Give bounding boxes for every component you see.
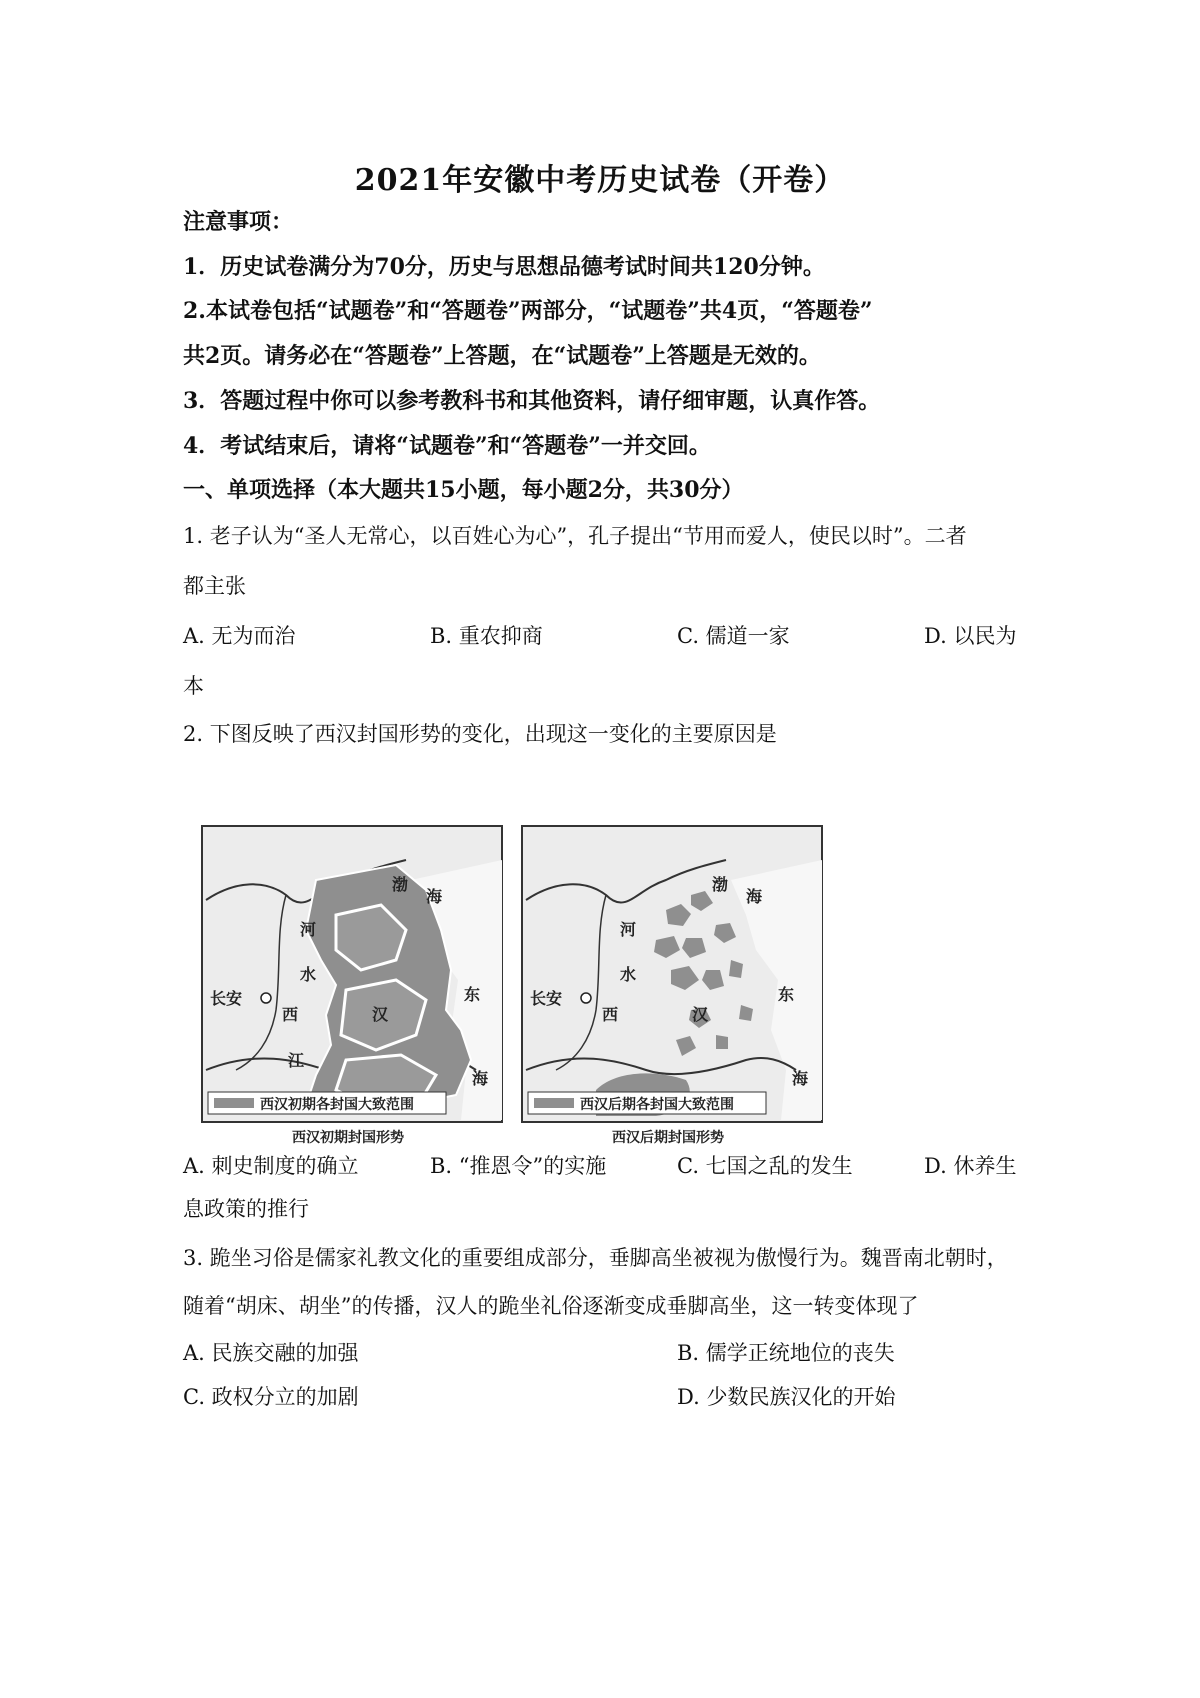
q2-option-d: D. 休养生 <box>924 1154 1017 1178</box>
q3-option-b: B. 儒学正统地位的丧失 <box>677 1341 895 1365</box>
caption-early: 西汉初期封国形势 <box>292 1130 404 1146</box>
legend-late: 西汉后期各封国大致范围 <box>580 1097 734 1113</box>
q2-stem: 2. 下图反映了西汉封国形势的变化，出现这一变化的主要原因是 <box>183 722 777 746</box>
label-changan: 长安 <box>210 989 243 1008</box>
q1-stem: 1. 老子认为“圣人无常心，以百姓心为心”，孔子提出“节用而爱人，使民以时”。二者 <box>183 524 967 548</box>
label-han: 汉 <box>372 1005 389 1024</box>
map-late-western-han <box>522 826 822 1146</box>
western-han-maps <box>196 820 886 1190</box>
q2-option-a: A. 刺史制度的确立 <box>183 1154 359 1178</box>
notice-item-2-cont: 共2页。请务必在“答题卷”上答题，在“试题卷”上答题是无效的。 <box>183 343 821 369</box>
q3-stem: 3. 跪坐习俗是儒家礼教文化的重要组成部分，垂脚高坐被视为傲慢行为。魏晋南北朝时， <box>183 1246 1008 1270</box>
label-shui: 水 <box>620 965 637 984</box>
label-bo: 渤 <box>712 875 729 894</box>
label-hai-2: 海 <box>472 1069 489 1088</box>
q1-option-d: D. 以民为 <box>924 624 1017 648</box>
q3-stem-cont: 随着“胡床、胡坐”的传播，汉人的跪坐礼俗逐渐变成垂脚高坐，这一转变体现了 <box>183 1294 919 1318</box>
q1-option-b: B. 重农抑商 <box>430 624 543 648</box>
label-hai: 海 <box>426 887 443 906</box>
notice-item-4: 4．考试结束后，请将“试题卷”和“答题卷”一并交回。 <box>183 433 711 459</box>
q1-stem-cont: 都主张 <box>183 574 246 598</box>
label-he: 河 <box>300 920 317 939</box>
label-xi: 西 <box>282 1005 299 1024</box>
section-heading: 一、单项选择（本大题共15小题，每小题2分，共30分） <box>183 477 744 503</box>
notice-heading: 注意事项： <box>183 209 294 235</box>
q3-option-d: D. 少数民族汉化的开始 <box>677 1385 896 1409</box>
notice-item-2: 2.本试卷包括“试题卷”和“答题卷”两部分，“试题卷”共4页，“答题卷” <box>183 298 873 324</box>
label-shui: 水 <box>300 965 317 984</box>
legend-early: 西汉初期各封国大致范围 <box>260 1097 414 1113</box>
label-han: 汉 <box>692 1005 709 1024</box>
q1-option-c: C. 儒道一家 <box>677 624 790 648</box>
caption-late: 西汉后期封国形势 <box>612 1130 724 1146</box>
q3-option-c: C. 政权分立的加剧 <box>183 1385 359 1409</box>
notice-item-1: 1．历史试卷满分为70分，历史与思想品德考试时间共120分钟。 <box>183 254 825 280</box>
q1-option-a: A. 无为而治 <box>183 624 296 648</box>
q2-option-d-wrap: 息政策的推行 <box>183 1197 309 1221</box>
label-hai: 海 <box>746 887 763 906</box>
label-hai-2: 海 <box>792 1069 809 1088</box>
label-jiang: 江 <box>288 1051 305 1070</box>
notice-item-3: 3．答题过程中你可以参考教科书和其他资料，请仔细审题，认真作答。 <box>183 388 881 414</box>
page-title: 2021年安徽中考历史试卷（开卷） <box>354 163 846 198</box>
map-early-western-han <box>202 826 502 1146</box>
label-changan: 长安 <box>530 989 563 1008</box>
q1-option-d-wrap: 本 <box>183 674 204 698</box>
q2-option-c: C. 七国之乱的发生 <box>677 1154 853 1178</box>
label-dong: 东 <box>464 985 481 1004</box>
q3-option-a: A. 民族交融的加强 <box>183 1341 359 1365</box>
label-xi: 西 <box>602 1005 619 1024</box>
label-bo: 渤 <box>392 875 409 894</box>
label-dong: 东 <box>778 985 795 1004</box>
q2-option-b: B. “推恩令”的实施 <box>430 1154 607 1178</box>
label-he: 河 <box>620 920 637 939</box>
